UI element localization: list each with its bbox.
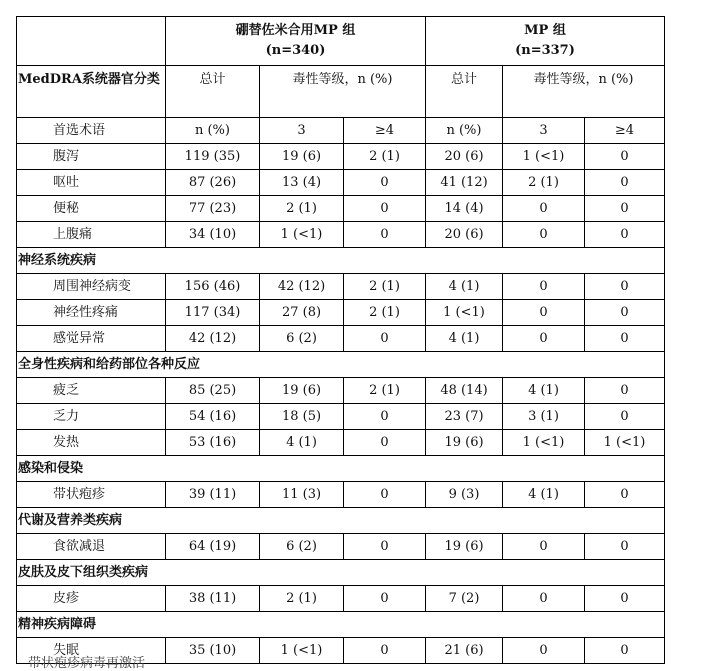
term-label: 便秘 bbox=[17, 196, 166, 222]
group1-title: 硼替佐米合用MP 组 bbox=[235, 23, 356, 38]
group1-grade3: 3 bbox=[260, 118, 344, 144]
group2-grade4-cell: 0 bbox=[585, 144, 665, 170]
term-label: 皮疹 bbox=[17, 586, 166, 612]
group1-grade4-cell: 0 bbox=[344, 534, 426, 560]
group1-grade3-cell: 6 (2) bbox=[260, 534, 344, 560]
group2-grade4-cell: 0 bbox=[585, 404, 665, 430]
group1-total-cell: 77 (23) bbox=[166, 196, 260, 222]
table-row bbox=[17, 534, 665, 560]
group1-total-cell: 64 (19) bbox=[166, 534, 260, 560]
group1-grade4-cell: 0 bbox=[344, 222, 426, 248]
group1-total-cell: 39 (11) bbox=[166, 482, 260, 508]
group2-total-cell: 20 (6) bbox=[426, 144, 503, 170]
group2-grade3: 3 bbox=[503, 118, 585, 144]
group1-grade4-cell: 0 bbox=[344, 326, 426, 352]
group2-total-cell: 7 (2) bbox=[426, 586, 503, 612]
term-label: 失眠 bbox=[17, 638, 166, 664]
group1-total-cell: 38 (11) bbox=[166, 586, 260, 612]
group2-grade3-cell: 2 (1) bbox=[503, 170, 585, 196]
group2-header bbox=[426, 17, 665, 66]
units-row bbox=[17, 118, 665, 144]
group1-total-cell: 87 (26) bbox=[166, 170, 260, 196]
group1-grade3-cell: 27 (8) bbox=[260, 300, 344, 326]
category-row bbox=[17, 560, 665, 586]
group1-grade3-cell: 2 (1) bbox=[260, 196, 344, 222]
group2-grade4-cell: 0 bbox=[585, 326, 665, 352]
group1-grade4-cell: 2 (1) bbox=[344, 144, 426, 170]
group2-grade-label: 毒性等级，n (%) bbox=[503, 66, 665, 118]
category-label: 皮肤及皮下组织类疾病 bbox=[17, 560, 665, 586]
group2-grade3-cell: 0 bbox=[503, 326, 585, 352]
group1-total-cell: 117 (34) bbox=[166, 300, 260, 326]
group1-total-cell: 34 (10) bbox=[166, 222, 260, 248]
term-label: 呕吐 bbox=[17, 170, 166, 196]
term-label: 神经性疼痛 bbox=[17, 300, 166, 326]
group2-n-pct: n (%) bbox=[426, 118, 503, 144]
group2-total-cell: 23 (7) bbox=[426, 404, 503, 430]
group2-n: (n=337) bbox=[515, 43, 575, 58]
group1-grade3-cell: 2 (1) bbox=[260, 586, 344, 612]
group1-grade3-cell: 1 (<1) bbox=[260, 222, 344, 248]
group2-grade4-cell: 0 bbox=[585, 300, 665, 326]
group2-grade4-cell: 1 (<1) bbox=[585, 430, 665, 456]
group-header-row bbox=[17, 17, 665, 66]
term-label: 乏力 bbox=[17, 404, 166, 430]
group1-grade3-cell: 1 (<1) bbox=[260, 638, 344, 664]
table-row bbox=[17, 144, 665, 170]
category-label: 精神疾病障碍 bbox=[17, 612, 665, 638]
group1-grade4-cell: 2 (1) bbox=[344, 300, 426, 326]
table-row bbox=[17, 430, 665, 456]
group1-grade4-cell: 2 (1) bbox=[344, 378, 426, 404]
group1-grade4-cell: 0 bbox=[344, 196, 426, 222]
group1-grade-label: 毒性等级，n (%) bbox=[260, 66, 426, 118]
category-row bbox=[17, 508, 665, 534]
group2-grade4-cell: 0 bbox=[585, 170, 665, 196]
group2-grade3-cell: 0 bbox=[503, 196, 585, 222]
group2-grade3-cell: 1 (<1) bbox=[503, 144, 585, 170]
group2-total-cell: 19 (6) bbox=[426, 534, 503, 560]
group2-grade3-cell: 0 bbox=[503, 222, 585, 248]
category-label: 神经系统疾病 bbox=[17, 248, 665, 274]
group1-grade3-cell: 42 (12) bbox=[260, 274, 344, 300]
group2-grade3-cell: 0 bbox=[503, 300, 585, 326]
subheader-row bbox=[17, 66, 665, 118]
group2-grade4-cell: 0 bbox=[585, 378, 665, 404]
category-label: 感染和侵染 bbox=[17, 456, 665, 482]
empty-corner-cell bbox=[17, 17, 166, 66]
group2-total-cell: 4 (1) bbox=[426, 326, 503, 352]
group1-grade4-cell: 2 (1) bbox=[344, 274, 426, 300]
preferred-term-label: 首选术语 bbox=[17, 118, 166, 144]
group1-grade4-cell: 0 bbox=[344, 170, 426, 196]
group1-grade4-cell: 0 bbox=[344, 430, 426, 456]
table-row bbox=[17, 170, 665, 196]
group2-grade4-cell: 0 bbox=[585, 482, 665, 508]
group2-grade4-cell: 0 bbox=[585, 196, 665, 222]
group2-grade4-cell: 0 bbox=[585, 534, 665, 560]
category-label: 全身性疾病和给药部位各种反应 bbox=[17, 352, 665, 378]
group1-grade3-cell: 11 (3) bbox=[260, 482, 344, 508]
group1-grade4-cell: 0 bbox=[344, 482, 426, 508]
group2-grade3-cell: 0 bbox=[503, 274, 585, 300]
group1-n: (n=340) bbox=[265, 43, 326, 58]
group2-grade3-cell: 1 (<1) bbox=[503, 430, 585, 456]
group1-grade3-cell: 13 (4) bbox=[260, 170, 344, 196]
group1-grade4-cell: 0 bbox=[344, 586, 426, 612]
group1-total-cell: 119 (35) bbox=[166, 144, 260, 170]
group2-title: MP 组 bbox=[524, 23, 566, 38]
group1-n-pct: n (%) bbox=[166, 118, 260, 144]
table-row bbox=[17, 300, 665, 326]
group2-total-cell: 48 (14) bbox=[426, 378, 503, 404]
group2-grade3-cell: 0 bbox=[503, 638, 585, 664]
group1-grade3-cell: 4 (1) bbox=[260, 430, 344, 456]
group2-total-cell: 41 (12) bbox=[426, 170, 503, 196]
term-label: 发热 bbox=[17, 430, 166, 456]
category-label: 代谢及营养类疾病 bbox=[17, 508, 665, 534]
group2-grade4: ≥4 bbox=[585, 118, 665, 144]
group2-grade3-cell: 3 (1) bbox=[503, 404, 585, 430]
term-label: 腹泻 bbox=[17, 144, 166, 170]
group2-total-cell: 9 (3) bbox=[426, 482, 503, 508]
group1-total-cell: 85 (25) bbox=[166, 378, 260, 404]
group2-grade4-cell: 0 bbox=[585, 638, 665, 664]
table-row bbox=[17, 404, 665, 430]
table-row bbox=[17, 326, 665, 352]
group2-grade4-cell: 0 bbox=[585, 274, 665, 300]
group2-grade3-cell: 4 (1) bbox=[503, 378, 585, 404]
term-label: 疲乏 bbox=[17, 378, 166, 404]
group1-total-cell: 53 (16) bbox=[166, 430, 260, 456]
term-label: 感觉异常 bbox=[17, 326, 166, 352]
table-row bbox=[17, 482, 665, 508]
table-row bbox=[17, 222, 665, 248]
group1-grade3-cell: 18 (5) bbox=[260, 404, 344, 430]
table-row bbox=[17, 378, 665, 404]
group2-total-label: 总计 bbox=[426, 66, 503, 118]
group2-total-cell: 1 (<1) bbox=[426, 300, 503, 326]
group1-header bbox=[166, 17, 426, 66]
soc-label: MedDRA系统器官分类 bbox=[17, 66, 166, 118]
group2-total-cell: 19 (6) bbox=[426, 430, 503, 456]
table-row bbox=[17, 586, 665, 612]
group2-grade3-cell: 0 bbox=[503, 586, 585, 612]
group2-grade3-cell: 0 bbox=[503, 534, 585, 560]
group1-grade3-cell: 6 (2) bbox=[260, 326, 344, 352]
category-row bbox=[17, 456, 665, 482]
group2-grade4-cell: 0 bbox=[585, 586, 665, 612]
group1-total-cell: 54 (16) bbox=[166, 404, 260, 430]
term-label: 周围神经病变 bbox=[17, 274, 166, 300]
cut-off-footnote: 带状疱疹病毒再激活 bbox=[28, 656, 146, 671]
group1-total-cell: 42 (12) bbox=[166, 326, 260, 352]
group1-grade3-cell: 19 (6) bbox=[260, 378, 344, 404]
group2-total-cell: 21 (6) bbox=[426, 638, 503, 664]
table-row bbox=[17, 196, 665, 222]
term-label: 带状疱疹 bbox=[17, 482, 166, 508]
group1-grade3-cell: 19 (6) bbox=[260, 144, 344, 170]
table-row bbox=[17, 274, 665, 300]
group1-grade4: ≥4 bbox=[344, 118, 426, 144]
term-label: 上腹痛 bbox=[17, 222, 166, 248]
category-row bbox=[17, 352, 665, 378]
group1-grade4-cell: 0 bbox=[344, 638, 426, 664]
group2-total-cell: 20 (6) bbox=[426, 222, 503, 248]
group1-grade4-cell: 0 bbox=[344, 404, 426, 430]
category-row bbox=[17, 612, 665, 638]
group1-total-cell: 156 (46) bbox=[166, 274, 260, 300]
group2-total-cell: 4 (1) bbox=[426, 274, 503, 300]
term-label: 食欲减退 bbox=[17, 534, 166, 560]
group2-grade3-cell: 4 (1) bbox=[503, 482, 585, 508]
adverse-events-table bbox=[16, 16, 665, 664]
group2-grade4-cell: 0 bbox=[585, 222, 665, 248]
group1-total-label: 总计 bbox=[166, 66, 260, 118]
group2-total-cell: 14 (4) bbox=[426, 196, 503, 222]
category-row bbox=[17, 248, 665, 274]
group1-total-cell: 35 (10) bbox=[166, 638, 260, 664]
